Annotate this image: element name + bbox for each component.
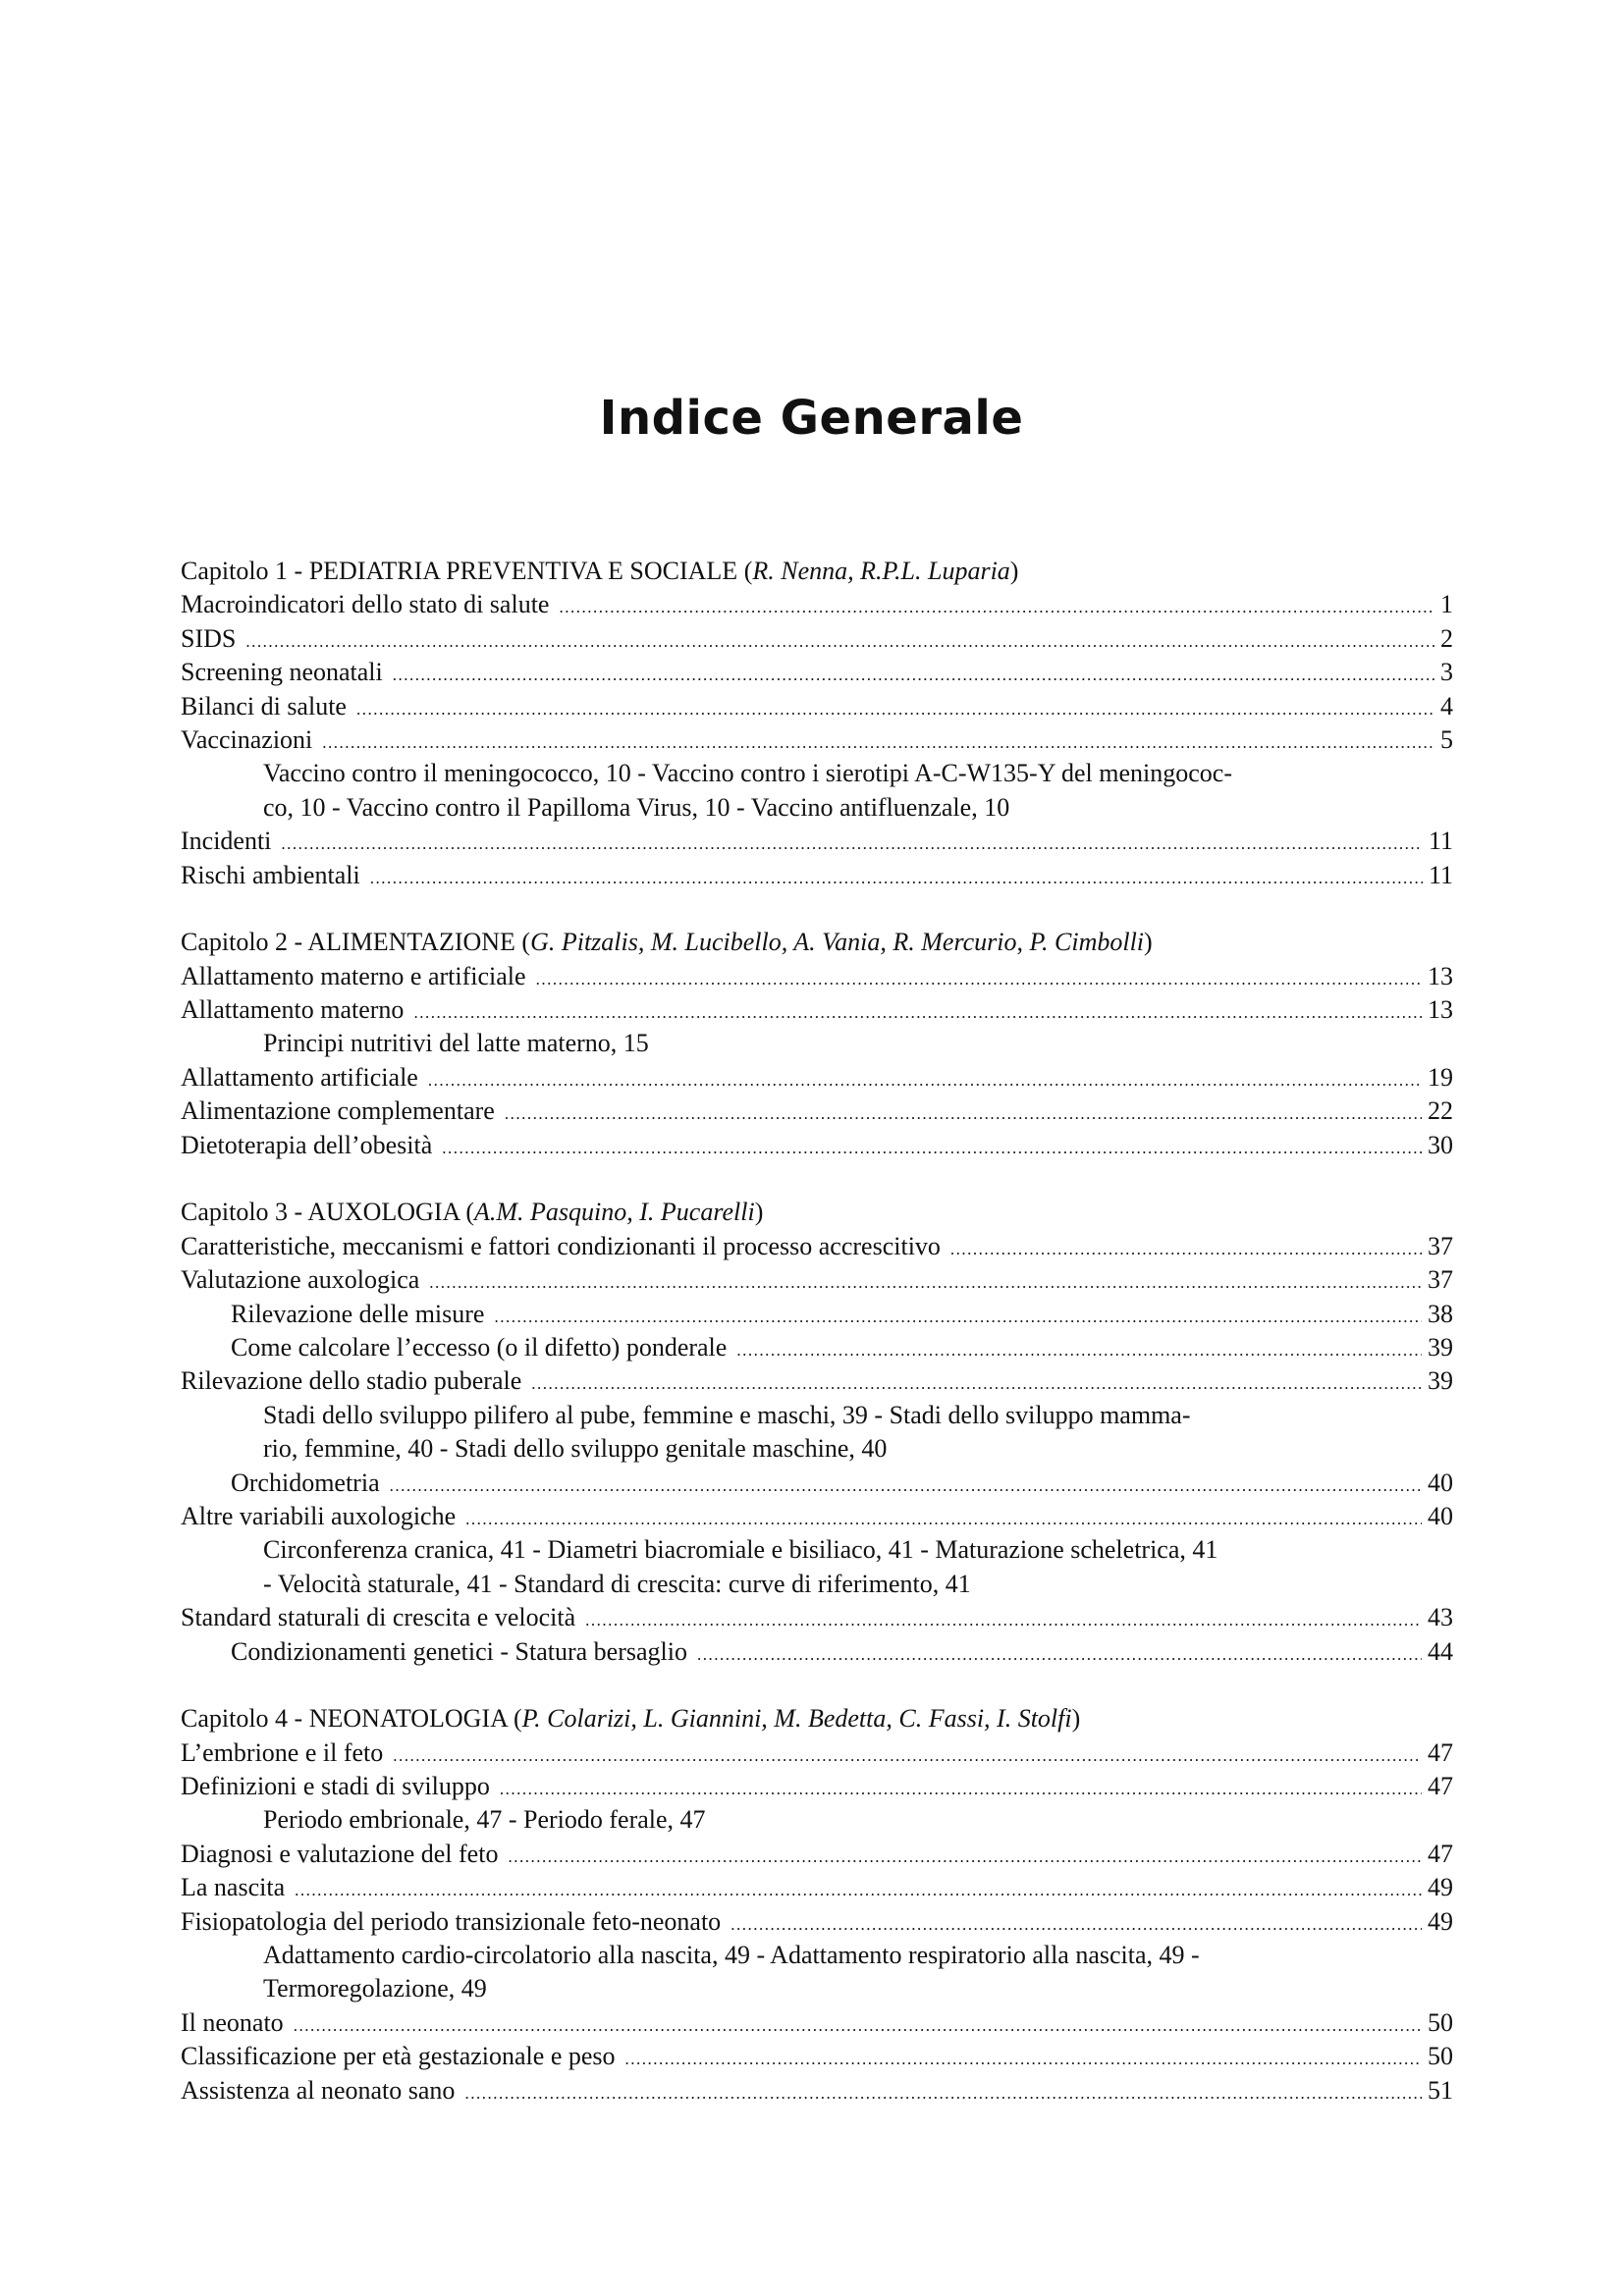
toc-entry[interactable] [181,1364,1453,1398]
dot-leader [295,1874,1422,1907]
dot-leader [428,1064,1422,1097]
chapter-title-close: ) [1071,1704,1081,1734]
toc-detail-line: Periodo embrionale, 47 - Periodo ferale, 47 [263,1805,706,1835]
toc-detail-line: - Velocità staturale, 41 - Standard di crescita: curve di riferimento, 41 [263,1569,971,1598]
toc-entry-page: 50 [1428,2007,1453,2037]
toc-entry-page: 37 [1428,1265,1453,1295]
toc-entry-label: Rilevazione dello stadio puberale [181,1366,522,1396]
chapter-spacer [181,892,1453,926]
toc-entry-label: Classificazione per età gestazionale e peso [181,2042,616,2071]
dot-leader [281,828,1423,861]
dot-leader [697,1638,1422,1672]
chapter-title: Capitolo 3 - AUXOLOGIA ( [181,1198,474,1227]
toc-entry-label: Come calcolare l’eccesso (o il difetto) ponderale [231,1332,728,1362]
toc-entry-label: La nascita [181,1873,286,1902]
toc-entry-page: 19 [1428,1062,1453,1092]
toc-entry-page: 39 [1428,1332,1453,1362]
toc-entry-page: 49 [1428,1873,1453,1902]
toc-entry[interactable] [181,1230,1453,1263]
toc-entry-label: Orchidometria [231,1468,380,1497]
toc-entry-page: 40 [1428,1501,1453,1530]
toc-entry[interactable] [181,960,1453,993]
dot-leader [429,1266,1422,1300]
toc-entry[interactable] [181,690,1453,723]
toc-entry-label: Rilevazione delle misure [231,1299,485,1328]
toc-entry-label: Condizionamenti genetici - Statura bersaglio [231,1636,687,1666]
toc-entry-label: Alimentazione complementare [181,1096,495,1126]
toc-subentry[interactable] [181,1467,1453,1500]
toc-entry[interactable] [181,656,1453,689]
dot-leader [494,1301,1422,1334]
dot-leader [625,2043,1422,2076]
dot-leader [508,1841,1422,1874]
toc-entry[interactable] [181,2074,1453,2108]
dot-leader [370,862,1423,895]
dot-leader [356,693,1434,726]
toc-entry[interactable] [181,723,1453,757]
toc-entry-label: SIDS [181,623,237,653]
dot-leader [393,1739,1422,1773]
toc-detail-line: co, 10 - Vaccino contro il Papilloma Virus, 10 - Vaccino antifluenzale, 10 [263,792,1010,822]
chapter-spacer [181,1162,1453,1196]
toc-entry[interactable] [181,1263,1453,1297]
toc-subentry[interactable] [181,1635,1453,1669]
chapter-authors: A.M. Pasquino, I. Pucarelli [473,1198,755,1227]
toc-entry[interactable] [181,588,1453,621]
toc-detail-line: Circonferenza cranica, 41 - Diametri biacromiale e bisiliaco, 41 - Maturazione scheletrica, 41 [263,1535,1218,1565]
toc-entry-page: 4 [1440,691,1453,721]
chapter-title: Capitolo 1 - PEDIATRIA PREVENTIVA E SOCIALE ( [181,557,753,585]
toc-entry-label: Caratteristiche, meccanismi e fattori condizionanti il processo accrescitivo [181,1231,941,1260]
dot-leader [294,2009,1422,2043]
chapter-authors: P. Colarizi, L. Giannini, M. Bedetta, C. Fassi, I. Stolfi [521,1704,1072,1734]
chapter-title: Capitolo 4 - NEONATOLOGIA ( [181,1704,522,1734]
toc-entry-page: 11 [1428,860,1453,889]
toc-entry-page: 38 [1428,1299,1453,1328]
chapter-heading [181,555,1453,588]
chapter-heading [181,1196,1453,1229]
toc-entry-page: 49 [1428,1906,1453,1936]
toc-entry-page: 30 [1428,1130,1453,1159]
toc-entry-label: Incidenti [181,827,272,856]
toc-detail-line: Vaccino contro il meningococco, 10 - Vaccino contro i sierotipi A-C-W135-Y del meningococ- [263,759,1232,788]
toc-detail-line: Termoregolazione, 49 [263,1974,487,2003]
chapter-authors: G. Pitzalis, M. Lucibello, A. Vania, R. Mercurio, P. Cimbolli [530,928,1145,957]
dot-leader [505,1097,1422,1131]
chapter-authors: R. Nenna, R.P.L. Luparia [752,557,1010,585]
toc-entry-label: Allattamento materno e artificiale [181,961,526,990]
chapter-title-close: ) [1144,928,1153,957]
toc-entry-page: 43 [1428,1603,1453,1632]
toc-entry[interactable] [181,1061,1453,1095]
dot-leader [531,1367,1422,1401]
dot-leader [464,2077,1422,2110]
toc-entry-page: 2 [1440,623,1453,653]
toc-entry[interactable] [181,622,1453,656]
chapter-title-close: ) [1009,557,1019,585]
toc-entry-page: 13 [1428,995,1453,1025]
dot-leader [536,963,1422,996]
chapter-title: Capitolo 2 - ALIMENTAZIONE ( [181,928,531,957]
toc-entry-page: 11 [1428,827,1453,856]
dot-leader [322,726,1434,760]
toc-entry-page: 22 [1428,1096,1453,1126]
dot-leader [245,625,1434,659]
dot-leader [585,1604,1422,1637]
toc-entry-label: Il neonato [181,2007,284,2037]
toc-entry[interactable] [181,1500,1453,1533]
toc-entry[interactable] [181,1838,1453,1871]
toc-detail-line: Adattamento cardio-circolatorio alla nascita, 49 - Adattamento respiratorio alla nascita, 49 - [263,1941,1200,1970]
toc-entry-page: 50 [1428,2042,1453,2071]
toc-entry-page: 1 [1440,590,1453,619]
dot-leader [559,591,1434,624]
toc-entry-page: 47 [1428,1839,1453,1868]
dot-leader [500,1773,1422,1806]
dot-leader [413,996,1422,1030]
toc-entry-page: 47 [1428,1772,1453,1801]
toc-entry-label: Macroindicatori dello stato di salute [181,590,550,619]
toc-entry-label: Valutazione auxologica [181,1265,420,1295]
toc-entry[interactable] [181,2006,1453,2040]
toc-entry-page: 51 [1428,2075,1453,2105]
toc-entry-label: Standard staturali di crescita e velocità [181,1603,576,1632]
toc-entry-label: Assistenza al neonato sano [181,2075,456,2105]
toc-detail-line: rio, femmine, 40 - Stadi dello sviluppo genitale maschine, 40 [263,1434,888,1464]
toc-entry-label: Screening neonatali [181,658,383,687]
toc-subentry[interactable] [181,1298,1453,1331]
chapter-heading [181,1702,1453,1735]
toc-entry-page: 13 [1428,961,1453,990]
toc-entry[interactable] [181,1770,1453,1803]
toc-entry-label: L’embrione e il feto [181,1737,384,1767]
toc-entry[interactable] [181,825,1453,858]
dot-leader [730,1908,1422,1942]
page-title: Indice Generale [599,391,1024,446]
toc-entry-page: 47 [1428,1737,1453,1767]
toc-entry-label: Definizioni e stadi di sviluppo [181,1772,490,1801]
toc-entry[interactable] [181,993,1453,1027]
toc-entry-page: 37 [1428,1231,1453,1260]
dot-leader [465,1503,1422,1536]
toc-entry-label: Fisiopatologia del periodo transizionale feto-neonato [181,1906,722,1936]
toc-entry[interactable] [181,1736,1453,1770]
toc-entry-label: Vaccinazioni [181,724,313,754]
dot-leader [393,659,1434,692]
dot-leader [442,1132,1422,1165]
toc-entry-page: 40 [1428,1468,1453,1497]
dot-leader [390,1469,1422,1503]
toc-entry-page: 3 [1440,658,1453,687]
toc-entry-label: Allattamento materno [181,995,405,1025]
toc-entry[interactable] [181,1871,1453,1904]
toc-entry[interactable] [181,1095,1453,1128]
toc-entry-page: 44 [1428,1636,1453,1666]
toc-subentry[interactable] [181,1331,1453,1364]
chapter-spacer [181,1669,1453,1702]
toc-entry-label: Bilanci di salute [181,691,347,721]
toc-entry[interactable] [181,1905,1453,1939]
toc-entry-page: 39 [1428,1366,1453,1396]
toc-entry-label: Diagnosi e valutazione del feto [181,1839,499,1868]
toc-entry[interactable] [181,859,1453,892]
toc-entry-label: Altre variabili auxologiche [181,1501,457,1530]
toc-detail-line: Principi nutritivi del latte materno, 15 [263,1029,649,1058]
toc-entry[interactable] [181,2040,1453,2073]
toc-entry[interactable] [181,1129,1453,1162]
chapter-heading [181,926,1453,959]
table-of-contents [181,555,1453,2108]
dot-leader [736,1334,1422,1367]
toc-entry-label: Dietoterapia dell’obesità [181,1130,433,1159]
chapter-title-close: ) [754,1198,764,1227]
toc-detail-line: Stadi dello sviluppo pilifero al pube, femmine e maschi, 39 - Stadi dello sviluppo mamma- [263,1400,1191,1429]
toc-entry-page: 5 [1440,724,1453,754]
toc-entry-label: Allattamento artificiale [181,1062,418,1092]
toc-entry-label: Rischi ambientali [181,860,360,889]
toc-entry[interactable] [181,1601,1453,1634]
dot-leader [950,1233,1422,1266]
